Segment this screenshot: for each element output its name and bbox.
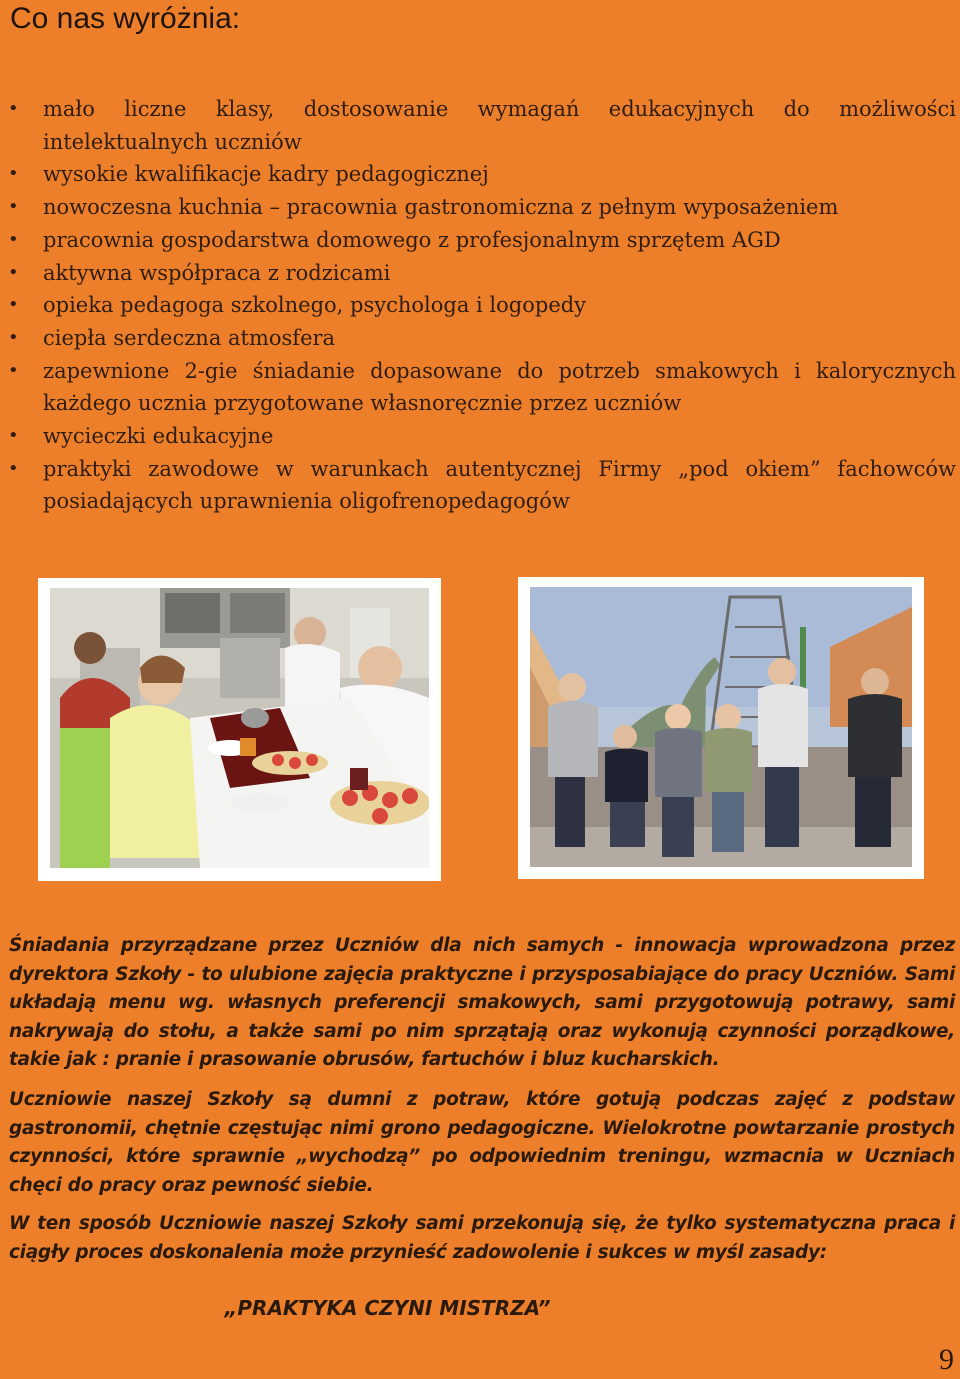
- students-outdoor-image: [530, 587, 912, 867]
- list-item-text: wysokie kwalifikacje kadry pedagogicznej: [43, 162, 489, 187]
- paragraph-conclusion: W ten sposób Uczniowie naszej Szkoły sami przekonują się, że tylko systematyczna praca i ciągły proces doskonalenia może przynieść zadowolenie i sukces w myśl zasady:: [9, 1213, 955, 1263]
- list-item: [8, 257, 956, 290]
- list-item-text: mało liczne klasy, dostosowanie wymagań edukacyjnych do możliwości intelektualnych uczniów: [43, 97, 956, 154]
- list-item: [8, 355, 956, 420]
- page-title: Co nas wyróżnia:: [10, 2, 241, 35]
- list-item: [8, 224, 956, 257]
- bullet-icon: •: [8, 294, 19, 316]
- page-number: 9: [939, 1343, 954, 1376]
- list-item-text: ciepła serdeczna atmosfera: [43, 325, 336, 350]
- list-item-text: pracownia gospodarstwa domowego z profesjonalnym sprzętem AGD: [43, 227, 781, 252]
- bullet-icon: •: [8, 98, 19, 119]
- motto: „PRAKTYKA CZYNI MISTRZA”: [224, 1296, 551, 1320]
- bullet-icon: •: [8, 261, 19, 283]
- list-item-text: opieka pedagoga szkolnego, psychologa i logopedy: [43, 293, 587, 318]
- paragraph-breakfast: Śniadania przyrządzane przez Uczniów dla nich samych - innowacja wprowadzona przez dyrektora Szkoły - to ulubione zajęcia praktyczne i przysposabiające do pracy Uczniów. Sami układają menu wg. własnych preferencji smakowych, sami przygotowują potrawy, sami nakrywają do stołu, a także sami po nim sprzątają oraz wykonują czynności porządkowe, takie jak : pranie i prasowanie obrusów, fartuchów i bluz kucharskich.: [9, 935, 955, 1071]
- bullet-icon: •: [8, 326, 19, 348]
- bullet-icon: •: [8, 457, 19, 479]
- bullet-icon: •: [8, 425, 19, 447]
- list-item: [8, 289, 956, 322]
- bullet-icon: •: [8, 163, 19, 185]
- features-list: [8, 93, 956, 518]
- list-item: [8, 420, 956, 453]
- list-item: [8, 322, 956, 355]
- list-item: [8, 93, 956, 158]
- list-item-text: wycieczki edukacyjne: [43, 424, 274, 449]
- list-item: [8, 191, 956, 224]
- breakfast-photo: [38, 578, 441, 881]
- list-item-text: zapewnione 2-gie śniadanie dopasowane do potrzeb smakowych i kalorycznych każdego ucznia przygotowane własnoręcznie przez uczniów: [43, 358, 956, 416]
- breakfast-scene-image: [50, 588, 429, 868]
- trip-photo: [518, 577, 924, 879]
- bullet-icon: •: [8, 359, 19, 381]
- list-item-text: nowoczesna kuchnia – pracownia gastronomiczna z pełnym wyposażeniem: [43, 195, 839, 220]
- bullet-icon: •: [8, 228, 19, 250]
- list-item-text: praktyki zawodowe w warunkach autentycznej Firmy „pod okiem” fachowców posiadających uprawnienia oligofrenopedagogów: [43, 456, 956, 514]
- bullet-icon: •: [8, 196, 19, 218]
- list-item: [8, 158, 956, 191]
- list-item-text: aktywna współpraca z rodzicami: [43, 260, 391, 285]
- paragraph-gastronomy: Uczniowie naszej Szkoły są dumni z potraw, które gotują podczas zajęć z podstaw gastronomii, chętnie częstując nimi grono pedagogiczne. Wielokrotne powtarzanie prostych czynności, które sprawnie „wychodzą” po odpowiednim treningu, wzmacnia w Uczniach chęci do pracy oraz pewność siebie.: [9, 1089, 955, 1196]
- list-item: [8, 453, 956, 518]
